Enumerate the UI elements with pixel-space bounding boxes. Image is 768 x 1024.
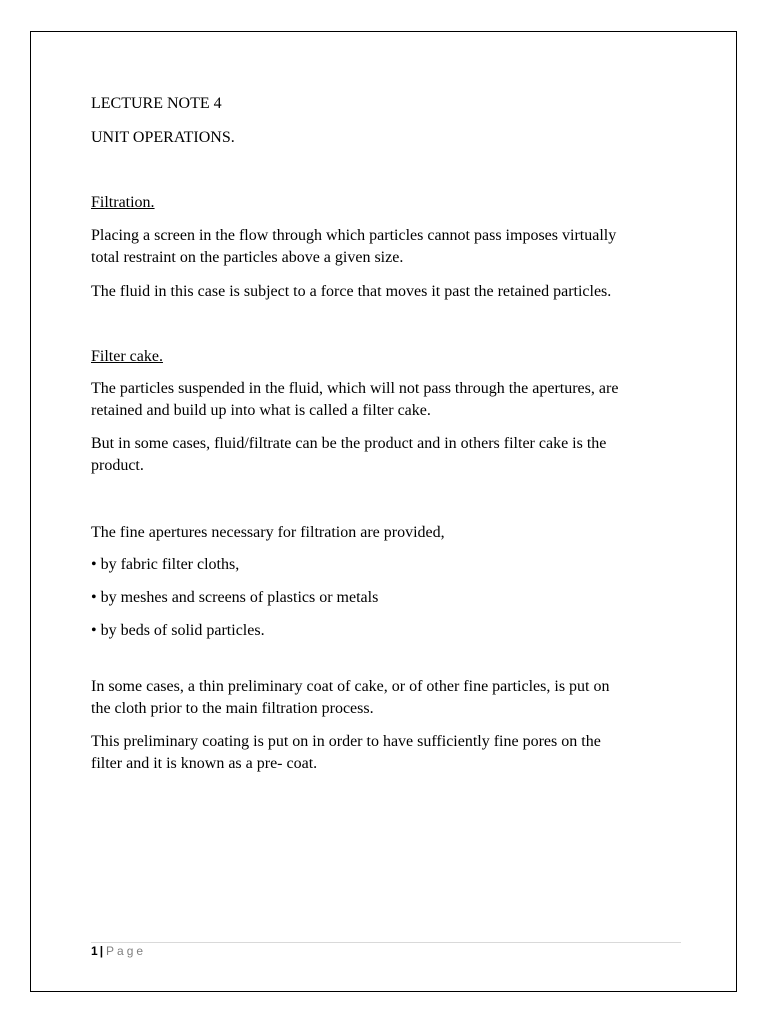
precoat-paragraph-1-line-2: the cloth prior to the main filtration process.: [91, 700, 374, 717]
filtration-section-title: Filtration.: [91, 194, 155, 211]
footer-separator: |: [99, 944, 104, 958]
aperture-list-item: • by beds of solid particles.: [91, 622, 265, 639]
filter-cake-section-title: Filter cake.: [91, 348, 163, 365]
filtration-paragraph-2: The fluid in this case is subject to a force that moves it past the retained particles.: [91, 283, 612, 300]
page-label: Page: [106, 944, 147, 958]
precoat-paragraph-1-line-1: In some cases, a thin preliminary coat of cake, or of other fine particles, is put on: [91, 678, 610, 695]
precoat-paragraph-2-line-1: This preliminary coating is put on in order to have sufficiently fine pores on the: [91, 733, 601, 750]
aperture-list-item: • by fabric filter cloths,: [91, 556, 240, 573]
footer-divider: [91, 942, 681, 943]
document-page: [30, 31, 737, 992]
page-number: 1: [91, 944, 98, 958]
apertures-intro: The fine apertures necessary for filtration are provided,: [91, 524, 445, 541]
lecture-heading: LECTURE NOTE 4: [91, 95, 222, 112]
precoat-paragraph-2-line-2: filter and it is known as a pre- coat.: [91, 755, 318, 772]
filter-cake-paragraph-1-line-2: retained and build up into what is called a filter cake.: [91, 402, 431, 419]
page-footer: [91, 943, 146, 959]
filter-cake-paragraph-2-line-1: But in some cases, fluid/filtrate can be the product and in others filter cake is the: [91, 435, 607, 452]
aperture-list-item: • by meshes and screens of plastics or metals: [91, 589, 379, 606]
filtration-paragraph-1-line-2: total restraint on the particles above a given size.: [91, 249, 404, 266]
filter-cake-paragraph-1-line-1: The particles suspended in the fluid, which will not pass through the apertures, are: [91, 380, 619, 397]
filtration-paragraph-1-line-1: Placing a screen in the flow through which particles cannot pass imposes virtually: [91, 227, 617, 244]
unit-heading: UNIT OPERATIONS.: [91, 129, 235, 146]
filter-cake-paragraph-2-line-2: product.: [91, 457, 144, 474]
